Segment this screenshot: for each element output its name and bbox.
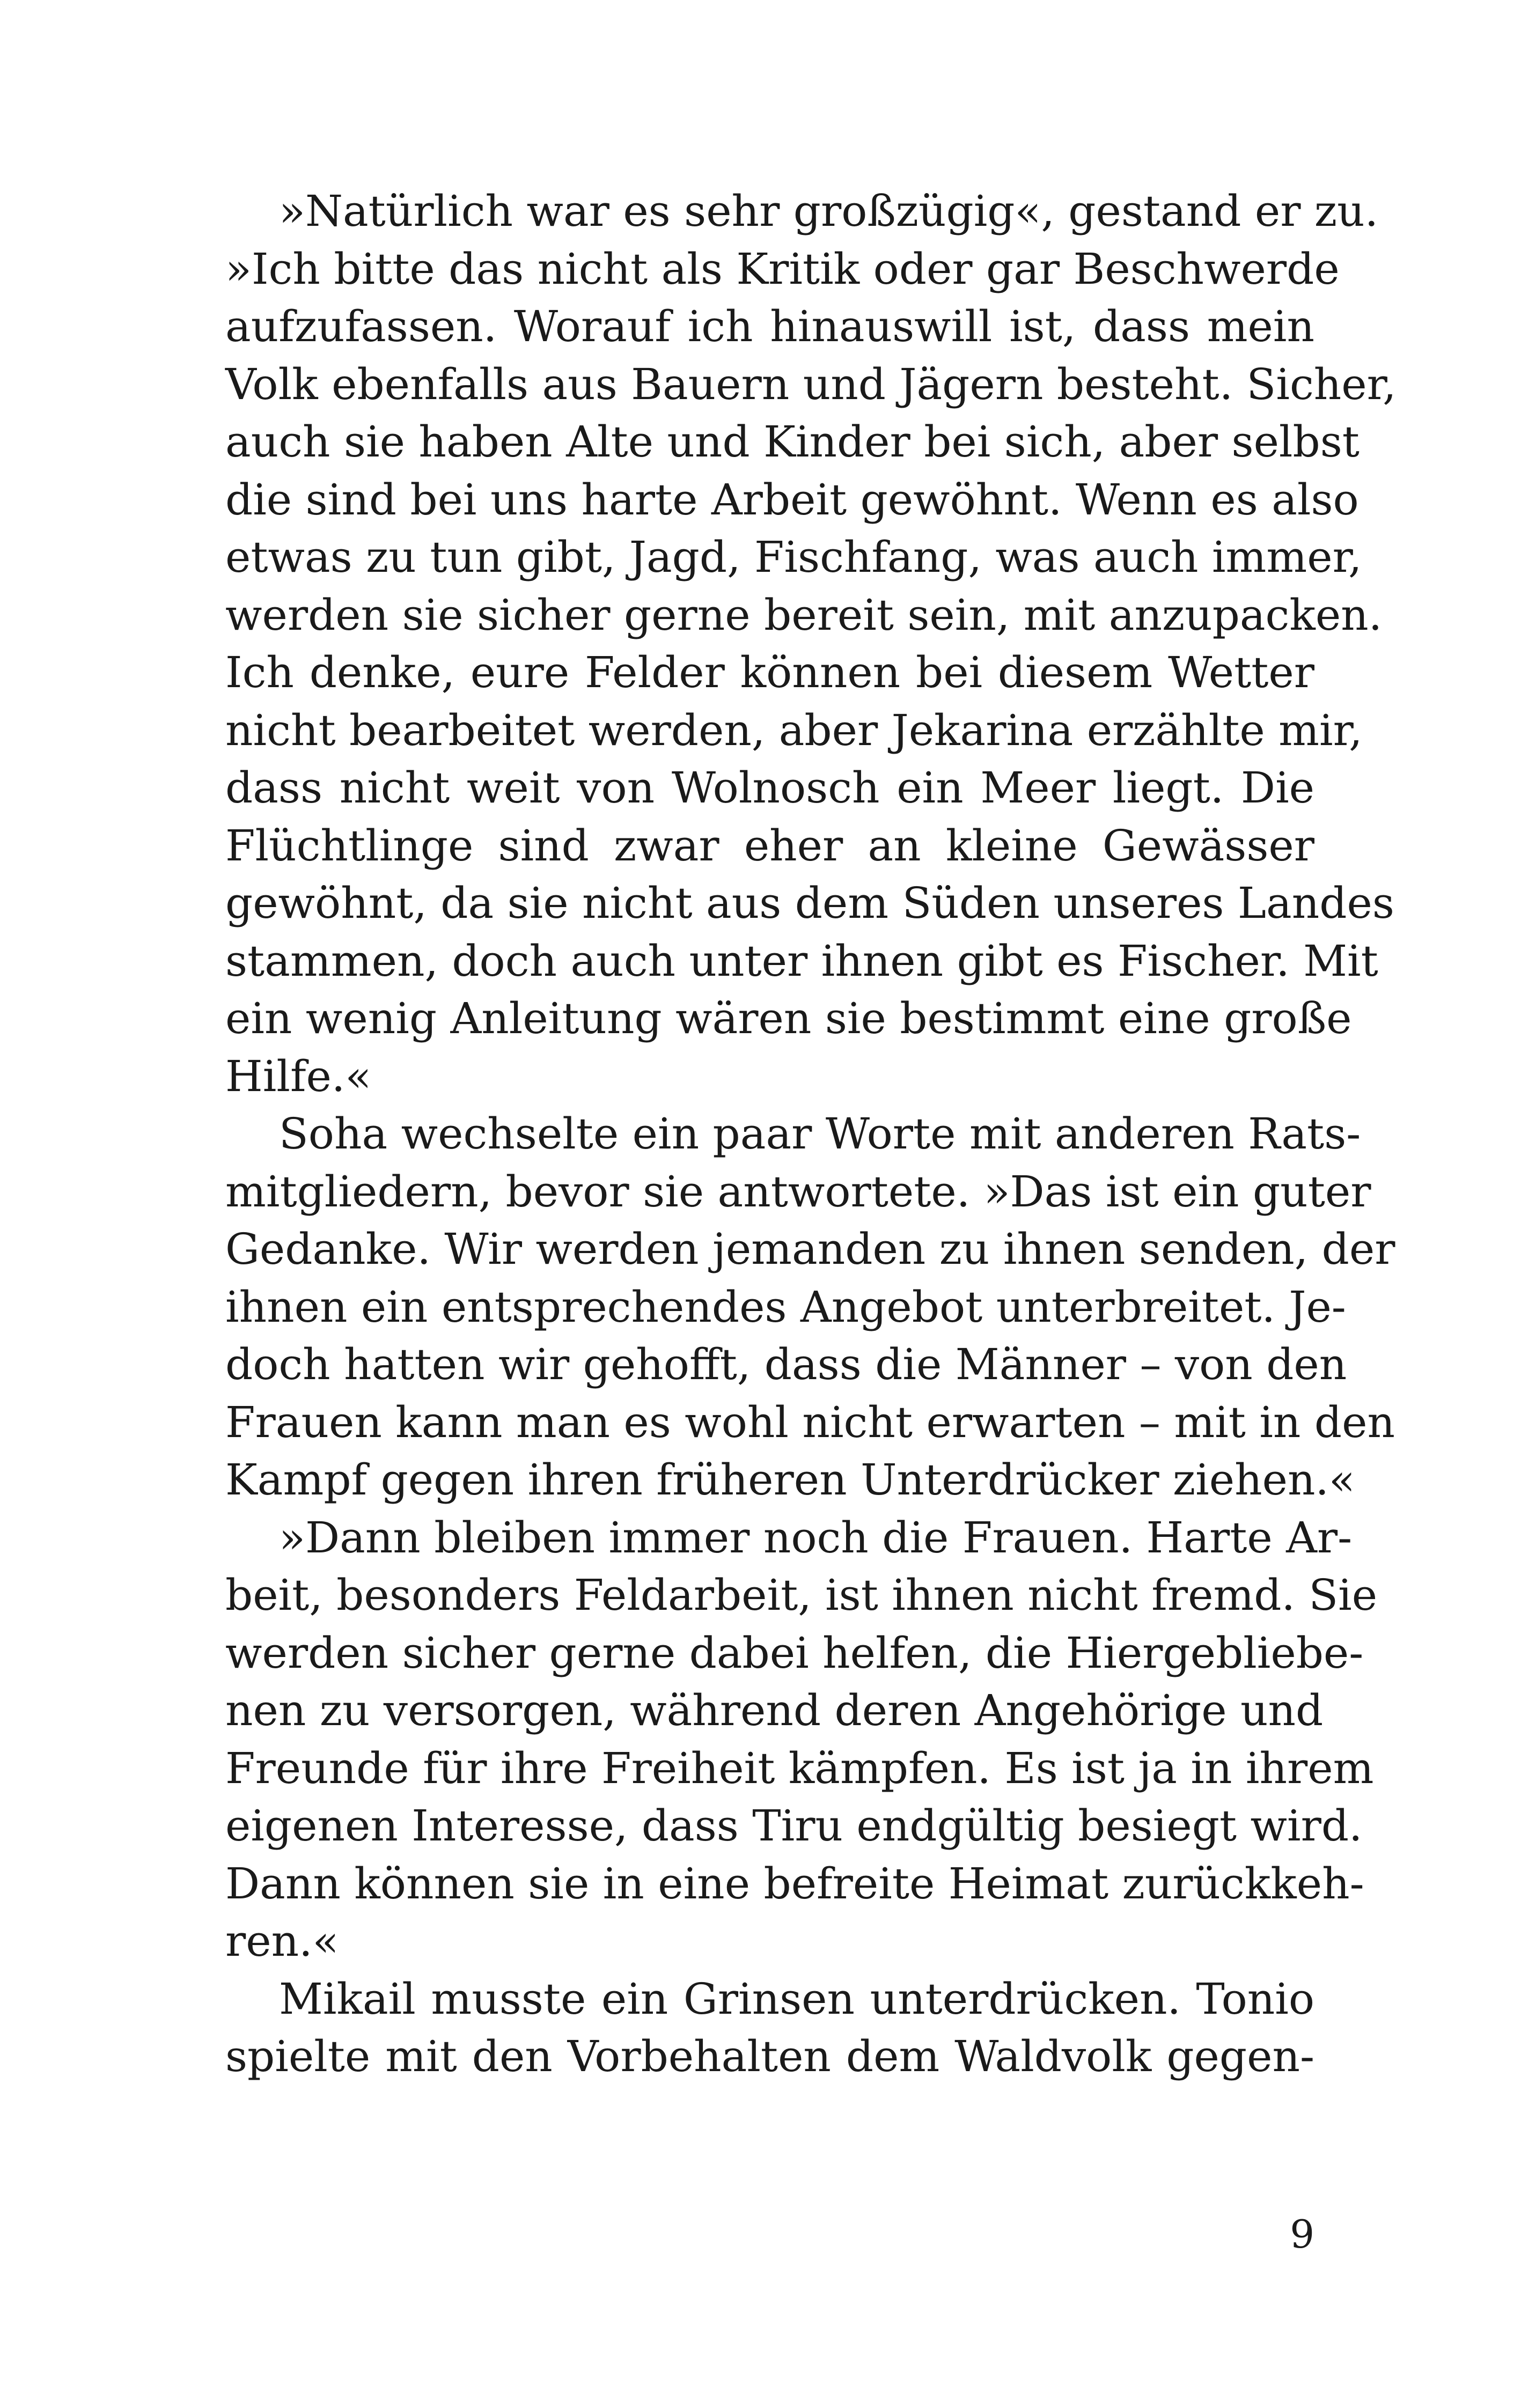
text-line: nen zu versorgen, während deren Angehörige und: [225, 1685, 1324, 1735]
text-line: werden sicher gerne dabei helfen, die Hiergebliebe-: [225, 1628, 1364, 1678]
text-line: Hilfe.«: [225, 1051, 372, 1101]
text-line: gewöhnt, da sie nicht aus dem Süden unseres Landes: [225, 878, 1394, 928]
text-line: Freunde für ihre Freiheit kämpfen. Es ist ja in ihrem: [225, 1743, 1374, 1793]
text-line: stammen, doch auch unter ihnen gibt es Fischer. Mit: [225, 936, 1378, 986]
text-line: Mikail musste ein Grinsen unterdrücken. Tonio: [279, 1973, 1314, 2024]
page-number: 9: [1290, 2212, 1314, 2257]
text-line: beit, besonders Feldarbeit, ist ihnen nicht fremd. Sie: [225, 1570, 1378, 1620]
text-line: Kampf gegen ihren früheren Unterdrücker ziehen.«: [225, 1455, 1355, 1505]
text-line: Gedanke. Wir werden jemanden zu ihnen senden, der: [225, 1224, 1395, 1274]
text-line: werden sie sicher gerne bereit sein, mit anzupacken.: [225, 590, 1383, 640]
text-line: ren.«: [225, 1916, 339, 1966]
text-line: doch hatten wir gehofft, dass die Männer – von den: [225, 1339, 1347, 1389]
text-line: ein wenig Anleitung wären sie bestimmt eine große: [225, 993, 1352, 1043]
text-line: Flüchtlinge sind zwar eher an kleine Gewässer: [225, 820, 1314, 871]
text-line: nicht bearbeitet werden, aber Jekarina erzählte mir,: [225, 705, 1363, 755]
text-line: »Natürlich war es sehr großzügig«, gestand er zu.: [279, 186, 1379, 236]
body-text: [225, 182, 1397, 2086]
text-line: ihnen ein entsprechendes Angebot unterbreitet. Je-: [225, 1282, 1346, 1332]
text-line: eigenen Interesse, dass Tiru endgültig besiegt wird.: [225, 1801, 1363, 1851]
text-line: spielte mit den Vorbehalten dem Waldvolk gegen-: [225, 2031, 1314, 2081]
text-line: dass nicht weit von Wolnosch ein Meer liegt. Die: [225, 763, 1314, 813]
text-line: Volk ebenfalls aus Bauern und Jägern besteht. Sicher,: [225, 359, 1397, 409]
text-line: auch sie haben Alte und Kinder bei sich, aber selbst: [225, 417, 1360, 467]
text-line: mitgliedern, bevor sie antwortete. »Das ist ein guter: [225, 1166, 1371, 1217]
text-line: Dann können sie in eine befreite Heimat zurückkeh-: [225, 1858, 1364, 1909]
text-line: etwas zu tun gibt, Jagd, Fischfang, was auch immer,: [225, 532, 1362, 582]
text-line: Soha wechselte ein paar Worte mit anderen Rats-: [279, 1109, 1361, 1159]
text-line: Frauen kann man es wohl nicht erwarten – mit in den: [225, 1397, 1395, 1447]
text-line: Ich denke, eure Felder können bei diesem Wetter: [225, 647, 1314, 697]
text-line: »Ich bitte das nicht als Kritik oder gar Beschwerde: [225, 244, 1340, 294]
text-line: aufzufassen. Worauf ich hinauswill ist, dass mein: [225, 301, 1314, 351]
text-line: »Dann bleiben immer noch die Frauen. Harte Ar-: [279, 1512, 1353, 1563]
text-line: die sind bei uns harte Arbeit gewöhnt. Wenn es also: [225, 474, 1359, 525]
